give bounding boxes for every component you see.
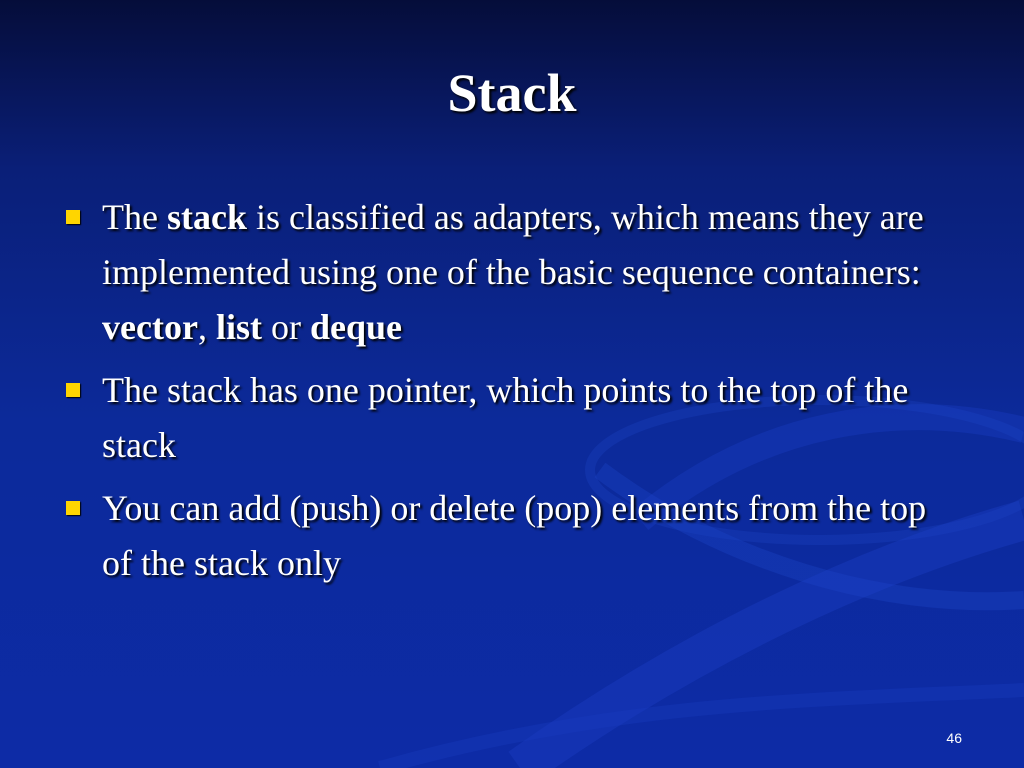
bullet-text (102, 370, 908, 465)
bold-text-run: deque (309, 307, 402, 347)
bold-text-run: stack (166, 197, 247, 237)
text-run: , (197, 307, 216, 347)
bold-text-run: vector (102, 307, 198, 347)
square-bullet-icon (66, 210, 80, 224)
slide-title: Stack (447, 63, 577, 123)
bullet-item (62, 190, 962, 355)
text-run: The (102, 197, 167, 237)
bullet-list (62, 190, 962, 599)
bullet-item (62, 363, 962, 473)
text-run: The stack has one pointer, which points to the top of the stack (102, 370, 909, 465)
text-run: or (261, 307, 310, 347)
slide-page-number: 46 (946, 730, 962, 746)
square-bullet-icon (66, 501, 80, 515)
bold-text-run: list (215, 307, 262, 347)
text-run: You can add (push) or delete (pop) elements from the top of the stack only (102, 488, 927, 583)
text-run: is classified as adapters, which means they are implemented using one of the basic sequence containers: (102, 197, 924, 292)
bullet-text (102, 197, 924, 347)
bullet-item (62, 481, 962, 591)
square-bullet-icon (66, 383, 80, 397)
bullet-text (102, 488, 926, 583)
